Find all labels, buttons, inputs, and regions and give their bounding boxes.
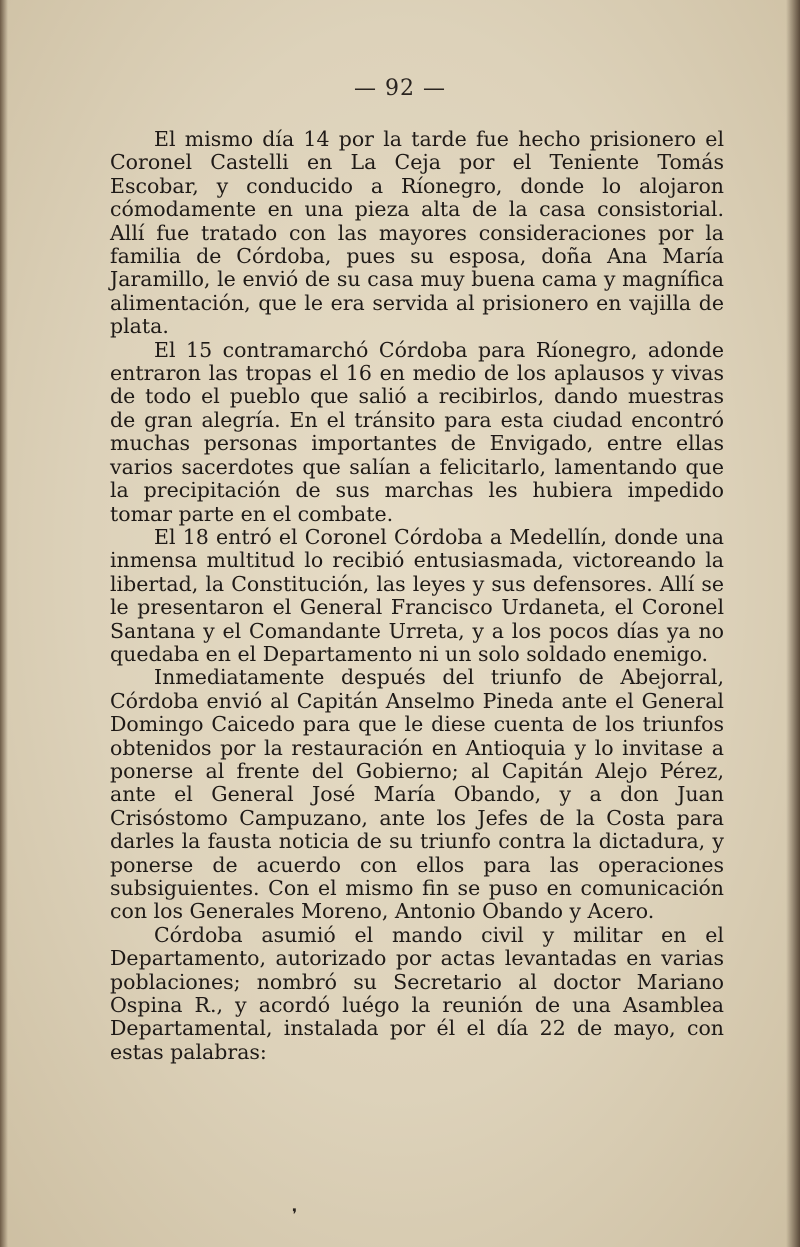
- paragraph-entry-medellin: El 18 entró el Coronel Córdoba a Medellín, donde una inmensa multitud lo recibió entusiasmada, victoreando la libertad, la Constitución, las leyes y sus defensores. Allí se le presentaron el General Francisco Urdaneta, el Coronel Santana y el Comandante Urreta, y a los pocos días ya no quedaba en el Departamento ni un solo soldado enemigo.: [110, 524, 724, 666]
- body-text: [110, 128, 724, 1064]
- page-number: — 92 —: [354, 76, 446, 101]
- paragraph-castelli-capture: El mismo día 14 por la tarde fue hecho prisionero el Coronel Castelli en La Ceja por el Teniente Tomás Escobar, y conducido a Ríonegro, donde lo alojaron cómodamente en una pieza alta de la casa consistorial. Allí fue tratado con las mayores consideraciones por la familia de Córdoba, pues su esposa, doña Ana María Jaramillo, le envió de su casa muy buena cama y magnífica alimentación, que le era servida al prisionero en vajilla de plata.: [110, 127, 724, 339]
- paragraph-civil-military-command: Córdoba asumió el mando civil y militar en el Departamento, autorizado por actas levantadas en varias poblaciones; nombró su Secretario al doctor Mariano Ospina R., y acordó luégo la reunión de una Asamblea Departamental, instalada por él el día 22 de mayo, con estas palabras:: [110, 922, 724, 1064]
- paragraph-return-to-rionegro: El 15 contramarchó Córdoba para Ríonegro, adonde entraron las tropas el 16 en medio de los aplausos y vivas de todo el pueblo que salió a recibirlos, dando muestras de gran alegría. En el tránsito para esta ciudad encontró muchas personas importantes de Envigado, entre ellas varios sacerdotes que salían a felicitarlo, lamentando que la precipitación de sus marchas les hubiera impedido tomar parte en el combate.: [110, 337, 724, 526]
- paragraph-envoys-after-abejorral: Inmediatamente después del triunfo de Abejorral, Córdoba envió al Capitán Anselmo Pineda ante el General Domingo Caicedo para que le diese cuenta de los triunfos obtenidos por la restauración en Antioquia y lo invitase a ponerse al frente del Gobierno; al Capitán Alejo Pérez, ante el General José María Obando, y a don Juan Crisóstomo Campuzano, ante los Jefes de la Costa para darles la fausta noticia de su triunfo contra la dictadura, y ponerse de acuerdo con ellos para las operaciones subsiguientes. Con el mismo fin se puso en comunicación con los Generales Moreno, Antonio Obando y Acero.: [110, 665, 724, 924]
- ink-mark: ❜: [292, 1205, 298, 1224]
